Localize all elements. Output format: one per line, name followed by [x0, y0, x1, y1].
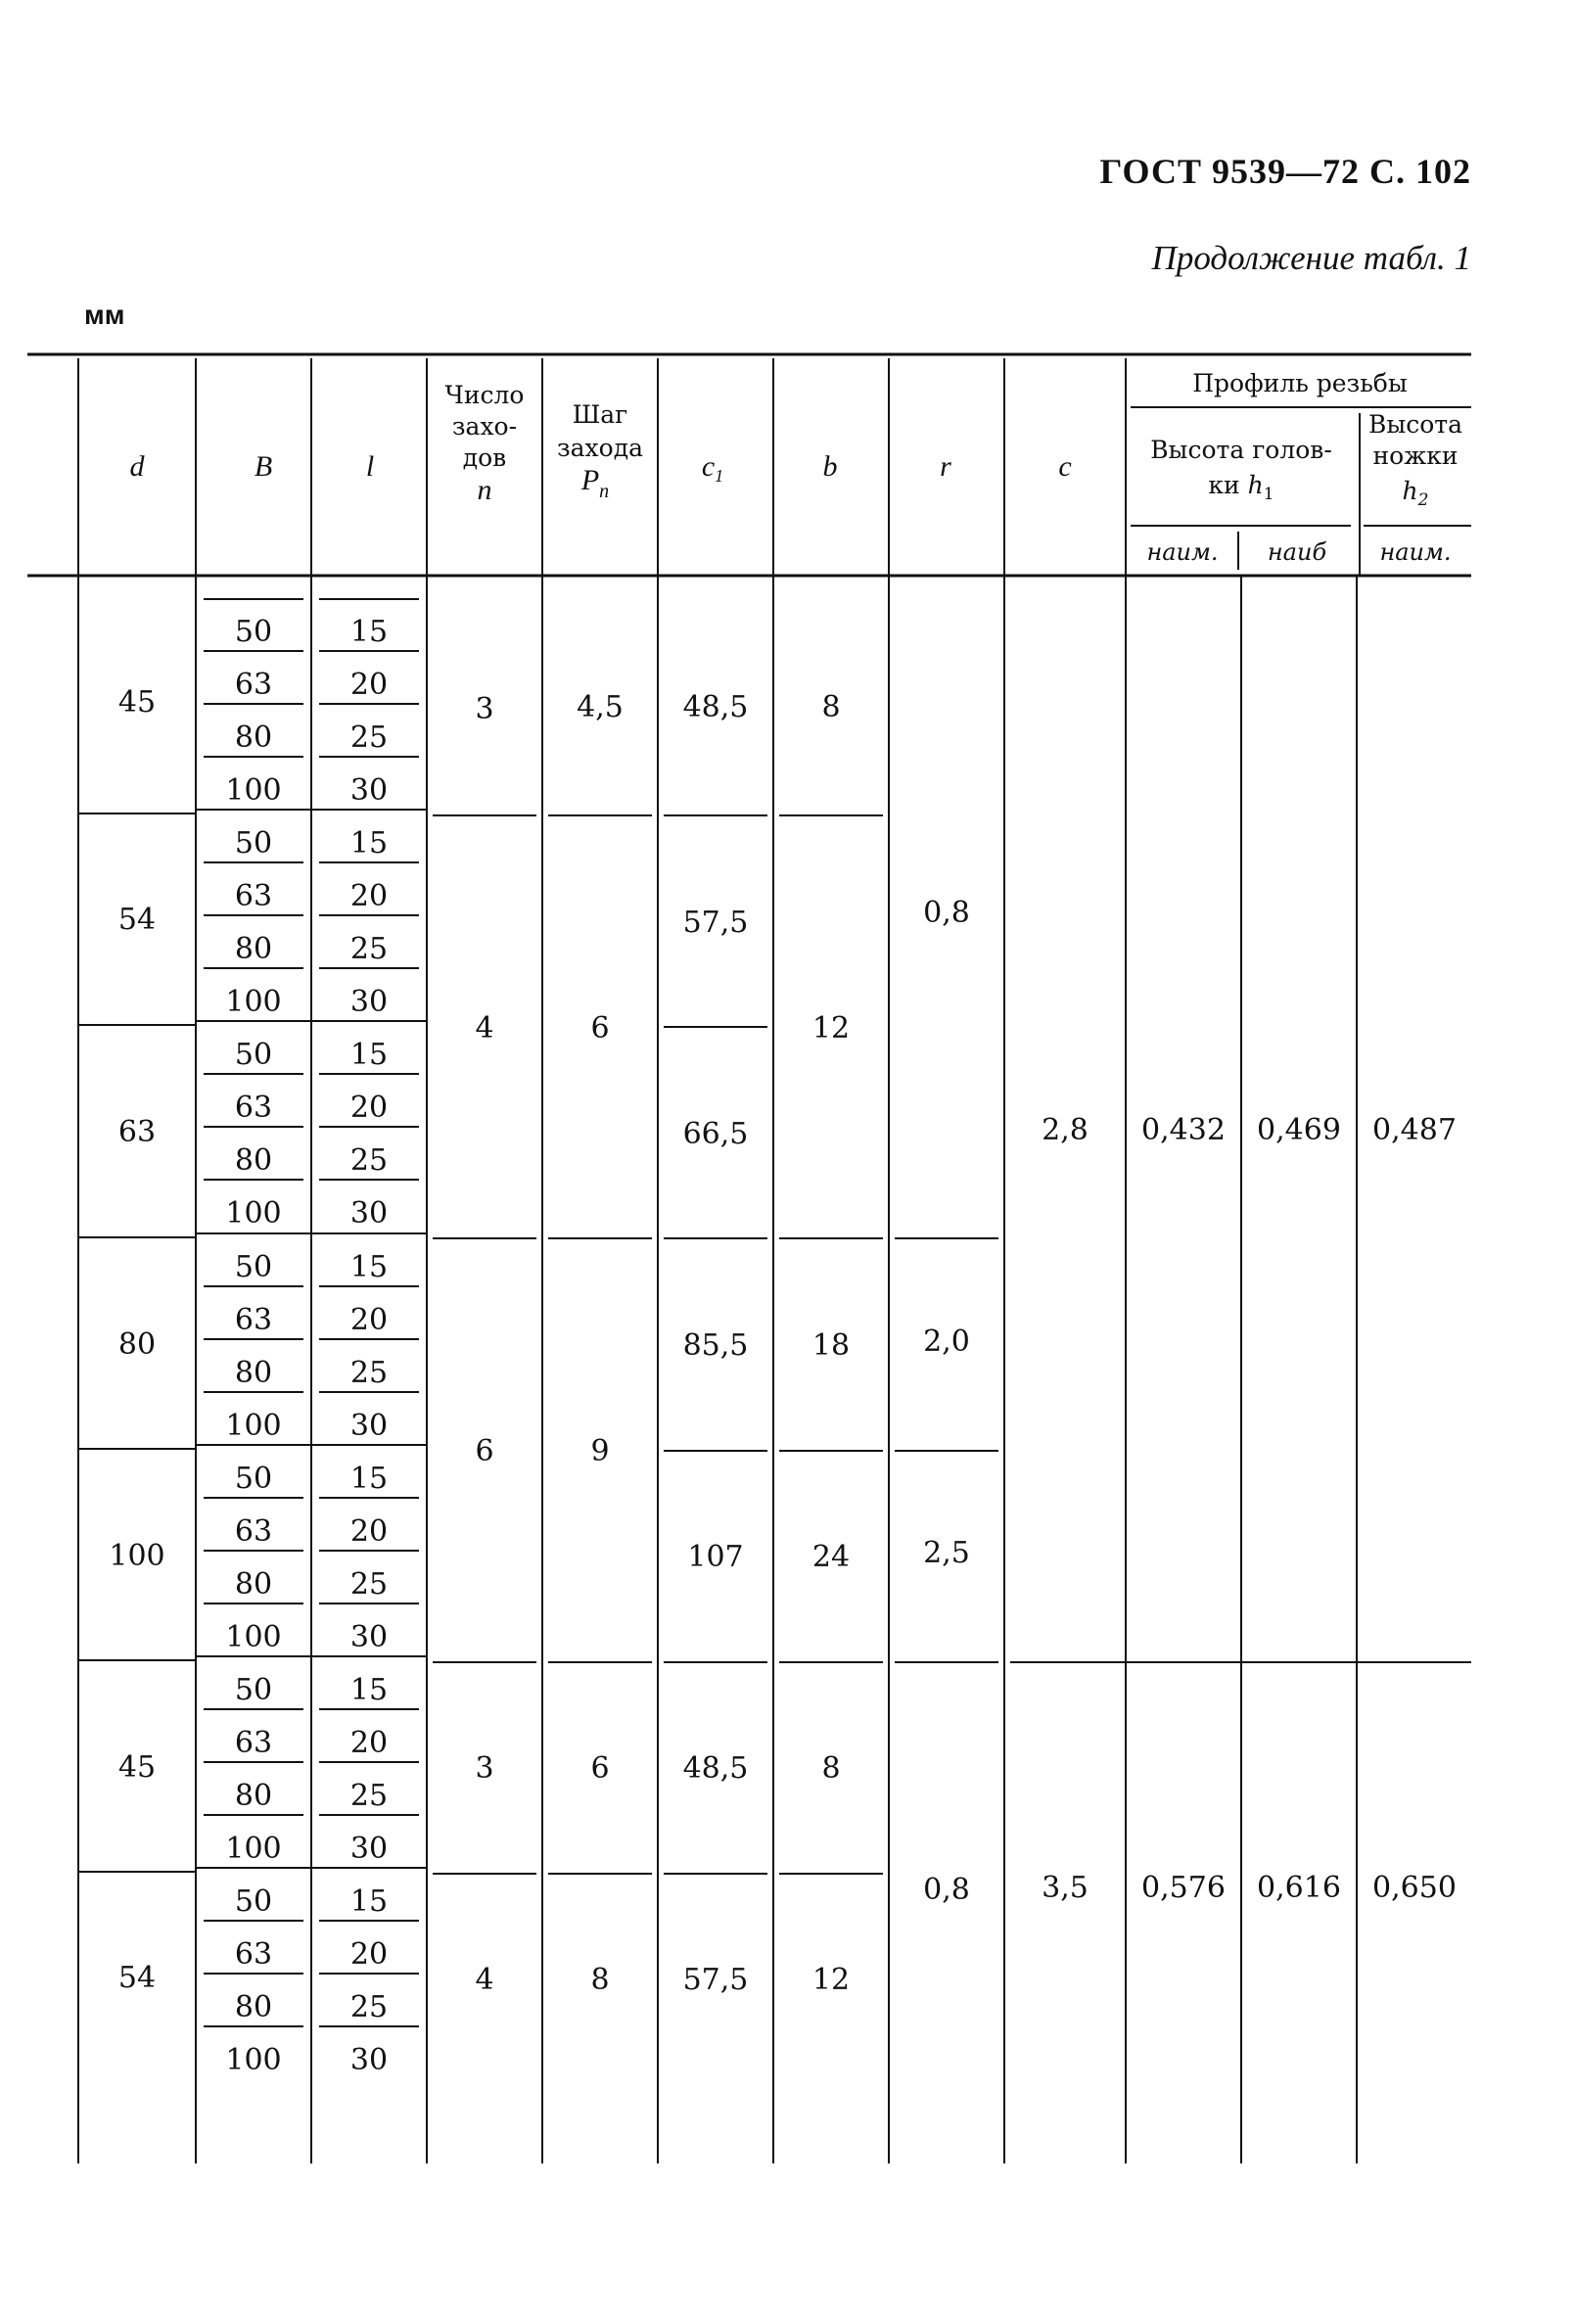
b-value: 80 — [234, 1143, 273, 1178]
p-value: 6 — [590, 1011, 610, 1046]
header-h2-line2: ножки — [1372, 442, 1459, 470]
l-value: 15 — [349, 1038, 389, 1072]
h1-max-value: 0,469 — [1257, 1113, 1341, 1147]
l-value: 25 — [349, 1143, 389, 1178]
n-value: 4 — [475, 1011, 494, 1046]
header-r: r — [940, 450, 951, 483]
l-value: 20 — [349, 668, 389, 702]
l-value: 25 — [349, 932, 389, 966]
h1-min-value: 0,432 — [1141, 1113, 1226, 1147]
header-d: d — [129, 450, 145, 483]
header-n-symbol: n — [477, 474, 492, 506]
l-value: 20 — [349, 1726, 389, 1760]
l-value: 15 — [349, 1884, 389, 1919]
c-value: 3,5 — [1042, 1871, 1089, 1905]
b-value: 50 — [234, 1673, 273, 1707]
n-value: 4 — [475, 1963, 494, 1997]
header-h2-symbol: $h_2$ — [1402, 477, 1429, 510]
c1-value: 57,5 — [682, 1963, 749, 1997]
header-h2-line1: Высота — [1367, 410, 1463, 439]
l-value: 25 — [349, 1356, 389, 1390]
b-col-value: 8 — [821, 1751, 841, 1786]
c1-value: 66,5 — [682, 1117, 749, 1151]
b-value: 50 — [234, 615, 273, 649]
l-value: 20 — [349, 1091, 389, 1125]
b-value: 80 — [234, 720, 273, 755]
c-value: 2,8 — [1042, 1113, 1089, 1147]
c1-value: 48,5 — [682, 1751, 749, 1786]
header-n-line1: Число — [444, 381, 525, 409]
l-value: 30 — [349, 1409, 389, 1443]
r-value: 2,5 — [923, 1536, 970, 1570]
l-value: 20 — [349, 879, 389, 913]
c1-value: 85,5 — [682, 1328, 749, 1363]
h2-min-value: 0,487 — [1372, 1113, 1457, 1147]
header-p-line2: захода — [557, 434, 643, 462]
b-value: 63 — [234, 1303, 273, 1337]
n-value: 6 — [475, 1434, 494, 1468]
b-value: 80 — [234, 932, 273, 966]
l-value: 30 — [349, 985, 389, 1019]
b-value: 100 — [225, 1196, 282, 1231]
c1-value: 57,5 — [682, 906, 749, 940]
header-profile: Профиль резьбы — [1192, 369, 1408, 397]
b-value: 63 — [234, 1514, 273, 1549]
b-value: 63 — [234, 1937, 273, 1972]
p-value: 8 — [590, 1963, 610, 1997]
header-l: l — [365, 450, 375, 483]
l-value: 15 — [349, 1673, 389, 1707]
b-value: 50 — [234, 1884, 273, 1919]
header-h1-min: наим. — [1146, 538, 1219, 566]
b-value: 80 — [234, 1567, 273, 1602]
l-value: 25 — [349, 720, 389, 755]
n-value: 3 — [475, 692, 494, 726]
l-value: 30 — [349, 1832, 389, 1866]
r-value: 0,8 — [923, 1873, 970, 1907]
b-value: 100 — [225, 773, 282, 808]
table-continuation-caption: Продолжение табл. 1 — [1151, 239, 1471, 277]
p-value: 6 — [590, 1751, 610, 1786]
header-n-line2: захо- — [451, 412, 518, 441]
l-value: 25 — [349, 1567, 389, 1602]
b-value: 100 — [225, 1409, 282, 1443]
l-value: 15 — [349, 1250, 389, 1284]
header-h1-max: наиб — [1267, 538, 1327, 566]
b-value: 50 — [234, 1462, 273, 1496]
header-h1-line1: Высота голов- — [1150, 436, 1332, 464]
b-column-values — [225, 615, 281, 2077]
l-value: 30 — [349, 1620, 389, 1654]
l-value: 30 — [349, 2043, 389, 2077]
b-col-value: 18 — [811, 1328, 851, 1363]
b-col-value: 8 — [821, 690, 841, 724]
b-col-value: 12 — [811, 1963, 851, 1997]
b-value: 100 — [225, 1832, 282, 1866]
h1-max-value: 0,616 — [1257, 1871, 1341, 1905]
r-value: 2,0 — [923, 1325, 970, 1359]
b-value: 100 — [225, 2043, 282, 2077]
page-header: ГОСТ 9539—72 С. 102 — [1099, 152, 1471, 191]
header-h2-min: наим. — [1379, 538, 1452, 566]
l-value: 15 — [349, 826, 389, 860]
l-value: 20 — [349, 1937, 389, 1972]
units-label: мм — [84, 300, 125, 330]
l-value: 25 — [349, 1990, 389, 2024]
b-value: 50 — [234, 826, 273, 860]
header-b: b — [822, 450, 838, 483]
b-col-value: 24 — [811, 1540, 851, 1574]
b-value: 63 — [234, 668, 273, 702]
l-value: 25 — [349, 1779, 389, 1813]
b-value: 50 — [234, 1250, 273, 1284]
d-value: 80 — [117, 1327, 157, 1362]
header-n-line3: дов — [462, 443, 507, 472]
b-value: 63 — [234, 879, 273, 913]
b-value: 80 — [234, 1990, 273, 2024]
d-value: 45 — [117, 1750, 157, 1785]
c1-value: 107 — [687, 1540, 744, 1574]
b-col-value: 12 — [811, 1011, 851, 1046]
header-B: B — [254, 450, 273, 483]
table-grid — [27, 352, 1471, 2173]
b-value: 50 — [234, 1038, 273, 1072]
l-column-values — [350, 615, 388, 2077]
b-value: 100 — [225, 1620, 282, 1654]
d-value: 100 — [109, 1539, 165, 1573]
r-value: 0,8 — [923, 896, 970, 930]
b-value: 63 — [234, 1726, 273, 1760]
d-value: 54 — [117, 903, 157, 937]
thread-parameters-table — [27, 352, 1471, 2173]
l-value: 15 — [349, 615, 389, 649]
l-value: 30 — [349, 1196, 389, 1231]
header-p-symbol: $P_n$ — [580, 464, 610, 502]
l-value: 30 — [349, 773, 389, 808]
header-p-line1: Шаг — [572, 400, 628, 429]
header-h1-line2: ки $h_1$ — [1208, 471, 1274, 504]
b-value: 63 — [234, 1091, 273, 1125]
d-value: 54 — [117, 1961, 157, 1995]
c1-value: 48,5 — [682, 690, 749, 724]
header-c1: $c_1$ — [701, 450, 724, 486]
l-value: 15 — [349, 1462, 389, 1496]
n-value: 3 — [475, 1751, 494, 1786]
l-value: 20 — [349, 1514, 389, 1549]
p-value: 9 — [590, 1434, 610, 1468]
h2-min-value: 0,650 — [1372, 1871, 1457, 1905]
d-value: 63 — [117, 1115, 157, 1149]
l-value: 20 — [349, 1303, 389, 1337]
header-c: c — [1058, 450, 1072, 483]
p-value: 4,5 — [577, 690, 624, 724]
b-value: 80 — [234, 1356, 273, 1390]
b-value: 100 — [225, 985, 282, 1019]
b-value: 80 — [234, 1779, 273, 1813]
h1-min-value: 0,576 — [1141, 1871, 1226, 1905]
d-value: 45 — [117, 685, 157, 720]
